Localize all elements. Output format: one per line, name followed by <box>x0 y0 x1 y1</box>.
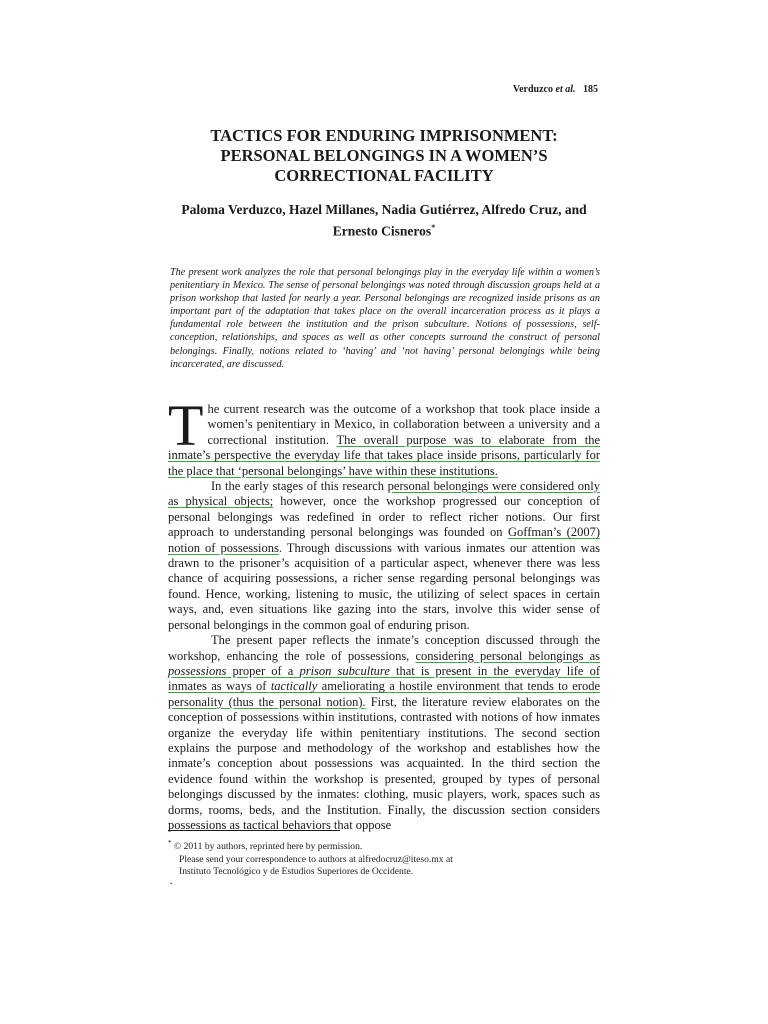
highlighted-text: The overall purpose was to elaborate from the inmate’s perspective the everyday life that takes place inside prisons, particularly for the place that ‘personal belongings’ have within these institutions. <box>168 432 600 478</box>
abstract: The present work analyzes the role that personal belongings play in the everyday life within a women’s penitentiary in Mexico. The sense of personal belongings was noted through discussion groups held at a prison workshop that lasted for nearly a year. Personal belongings are recognized inside prisons as an important part of the adaptation that takes place on the overall incarceration process as it plays a fundamental role between the institution and the prison subculture. Notions of possessions, self-conception, relationships, and spaces as well as other concepts surround the construct of personal belongings. Finally, notions related to ‘having’ and ‘not having’ personal belongings while being incarcerated, are discussed. <box>170 267 600 370</box>
footnote-line-3: Instituto Tecnológico y de Estudios Superiores de Occidente. <box>179 866 414 878</box>
p2-text-b: however, once the workshop progressed our conception of personal belongings was redefined in order to reflect richer notions. Our first approach to understanding personal belongings was founded on <box>168 494 600 540</box>
paragraph-3 <box>168 633 600 833</box>
footnote-line-1 <box>168 837 600 854</box>
running-head <box>513 84 598 95</box>
author-footnote-mark: * <box>431 223 436 232</box>
authors-line-2 <box>150 219 618 241</box>
highlighted-citation: Goffman’s (2007) notion of possessions <box>168 525 600 555</box>
paragraph-1 <box>168 393 600 479</box>
footnote-rule <box>168 830 340 831</box>
paragraph-2 <box>168 479 600 633</box>
hl-em-possessions: possessions <box>168 663 227 678</box>
running-head-etal: et al. <box>555 84 576 95</box>
footnote-line-2: Please send your correspondence to authors at alfredocruz@iteso.mx at <box>179 853 453 865</box>
authors-line-1: Paloma Verduzco, Hazel Millanes, Nadia Gutiérrez, Alfredo Cruz, and <box>181 202 587 217</box>
hl-part-1: considering personal belongings as <box>415 648 600 663</box>
hl-em-prison-subculture: prison subculture <box>299 663 390 678</box>
title-line-2: PERSONAL BELONGINGS IN A WOMEN’S <box>220 146 548 165</box>
title-line-1: TACTICS FOR ENDURING IMPRISONMENT: <box>210 126 558 145</box>
p2-text-c: . Through discussions with various inmates our attention was drawn to the prisoner’s acquisition of a particular aspect, whenever there was less chance of acquiring possessions, a richer sense regarding personal belongings was found. Hence, working, listening to music, the utilizing of select spaces in certain ways, and, even situations like gazing into the stars, involve this wider sense of personal belongings in the common goal of enduring prison. <box>168 540 601 632</box>
running-head-author: Verduzco <box>512 84 553 95</box>
hl-em-tactically: tactically <box>270 679 318 694</box>
stray-dot: . <box>170 876 173 887</box>
authors-last: Ernesto Cisneros <box>332 223 432 239</box>
footnote-mark: * <box>168 839 172 847</box>
drop-cap: T <box>168 393 204 458</box>
p3-text-a: The present paper reflects the inmate’s conception discussed through the workshop, enhancing the role of possessions, <box>168 633 600 663</box>
p3-text-b: First, the literature review elaborates on the conception of possessions within institutions, contrasted with notions of how inmates organize the everyday life within penitentiary institutions. The second section explains the purpose and methodology of the workshop and establishes how the inmate’s conception about possessions was acquainted. In the third section the evidence found within the workshop is presented, grouped by types of personal belongings discussed by the inmates: clothing, music players, work, spaces such as dorms, rooms, beds, and the Institution. Finally, the discussion section considers possessions as tactical behaviors that oppose <box>168 694 600 832</box>
footnote <box>168 837 600 879</box>
p1-text: he current research was the outcome of a workshop that took place inside a women’s penitentiary in Mexico, in collaboration between a university and a correctional institution. <box>207 402 600 447</box>
body-text <box>168 393 601 833</box>
hl-part-2: proper of a <box>226 663 300 678</box>
p2-text-a: In the early stages of this research <box>211 479 388 494</box>
author-list <box>150 201 618 241</box>
hl-part-4: ameliorating a hostile environment that tends to erode personality (thus the personal notion). <box>168 679 600 709</box>
highlighted-text: personal belongings were considered only as physical objects; <box>168 479 600 509</box>
hl-part-3: that is present in the everyday life of inmates as ways of <box>168 663 600 694</box>
footnote-copyright: © 2011 by authors, reprinted here by permission. <box>171 841 363 853</box>
page-number: 185 <box>583 84 598 95</box>
title-line-3: CORRECTIONAL FACILITY <box>274 166 494 185</box>
article-title <box>0 126 768 186</box>
